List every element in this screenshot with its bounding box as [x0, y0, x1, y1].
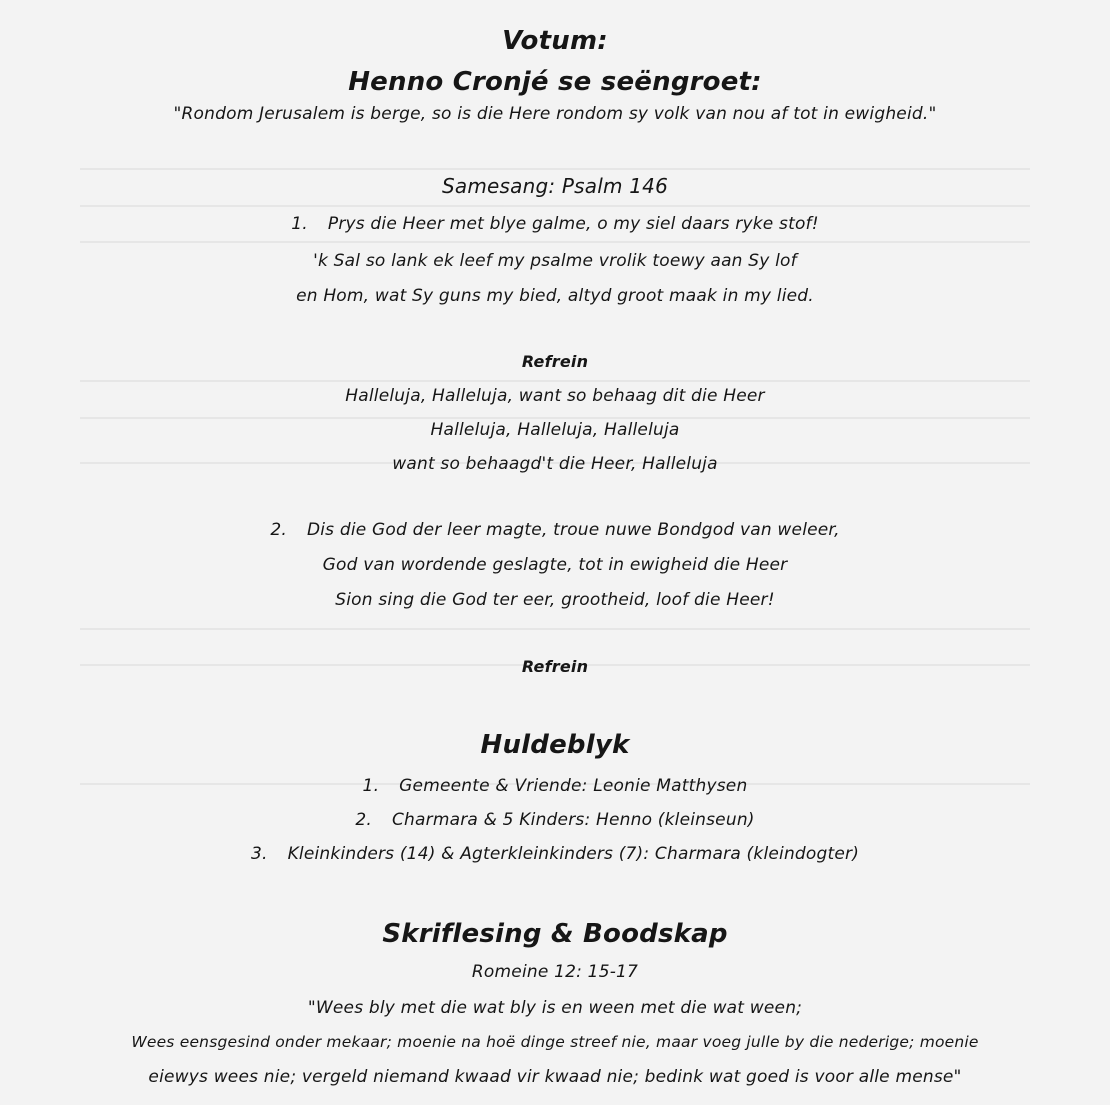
refrein-label: Refrein — [521, 352, 589, 371]
samesang-title: Samesang: Psalm 146 — [442, 174, 668, 198]
verse-1-number: 1. — [291, 214, 308, 234]
verse-2-line-2: God van wordende geslagte, tot in ewigheid die Heer — [322, 555, 788, 575]
scripture-line-2: Wees eensgesind onder mekaar; moenie na hoë dinge streef nie, maar voeg julle by die nederige; moenie — [131, 1033, 979, 1051]
huldeblyk-item-text: Kleinkinders (14) & Agterkleinkinders (7): Charmara (kleindogter) — [287, 844, 860, 864]
verse-2-number: 2. — [270, 520, 287, 540]
verse-1-text: Prys die Heer met blye galme, o my siel daars ryke stof! — [327, 214, 819, 234]
refrein-line-1: Halleluja, Halleluja, want so behaag dit die Heer — [345, 386, 765, 406]
huldeblyk-item-number: 1. — [362, 776, 380, 796]
huldeblyk-title: Huldeblyk — [480, 730, 630, 760]
huldeblyk-item-1 — [0, 776, 1110, 796]
verse-1-line-3: en Hom, wat Sy guns my bied, altyd groot maak in my lied. — [296, 286, 814, 306]
verse-2-text: Dis die God der leer magte, troue nuwe Bondgod van weleer, — [306, 520, 840, 540]
verse-1-line-2: 'k Sal so lank ek leef my psalme vrolik toewy aan Sy lof — [313, 251, 797, 271]
verse-2-line-3: Sion sing die God ter eer, grootheid, loof die Heer! — [335, 590, 775, 610]
huldeblyk-item-number: 3. — [250, 844, 268, 864]
votum-title: Votum: — [502, 26, 608, 56]
greeting-quote: "Rondom Jerusalem is berge, so is die Here rondom sy volk van nou af tot in ewigheid." — [173, 104, 937, 124]
skriflesing-title: Skriflesing & Boodskap — [382, 919, 728, 949]
huldeblyk-item-number: 2. — [355, 810, 372, 830]
scripture-line-3: eiewys wees nie; vergeld niemand kwaad vir kwaad nie; bedink wat goed is voor alle mense" — [148, 1067, 962, 1087]
greeting-title: Henno Cronjé se seëngroet: — [348, 67, 762, 97]
huldeblyk-item-text: Gemeente & Vriende: Leonie Matthysen — [399, 776, 748, 796]
huldeblyk-item-2 — [0, 810, 1110, 830]
refrein-line-3: want so behaagd't die Heer, Halleluja — [392, 454, 718, 474]
scripture-reference: Romeine 12: 15-17 — [471, 962, 639, 982]
huldeblyk-item-text: Charmara & 5 Kinders: Henno (kleinseun) — [391, 810, 755, 830]
verse-1-line-1 — [0, 214, 1110, 234]
refrein-line-2: Halleluja, Halleluja, Halleluja — [430, 420, 680, 440]
verse-2-line-1 — [0, 520, 1110, 540]
scripture-line-1: "Wees bly met die wat bly is en ween met die wat ween; — [307, 998, 803, 1018]
refrein-label-repeat: Refrein — [521, 657, 589, 676]
huldeblyk-item-3 — [0, 844, 1110, 864]
